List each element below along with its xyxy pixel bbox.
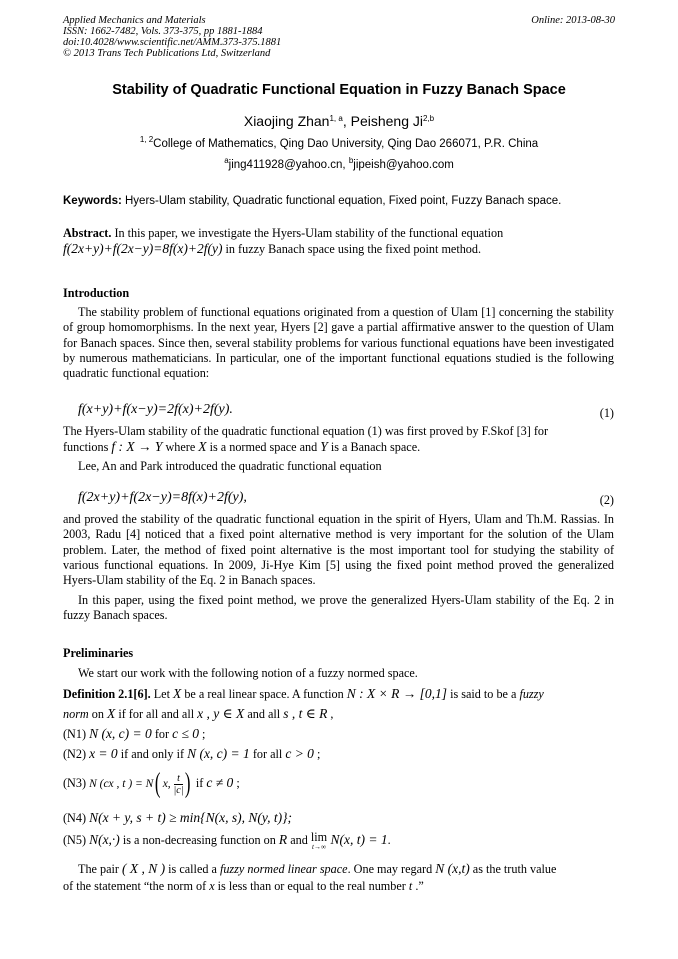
intro-p2-text-2: where (162, 440, 199, 455)
n5-mid: is a non-decreasing function on (119, 833, 279, 847)
abstract-label: Abstract. (63, 226, 112, 240)
keywords (63, 195, 623, 207)
n2-end: ; (313, 747, 321, 761)
n3-label: (N3) (63, 775, 90, 790)
online-date: Online: 2013-08-30 (531, 15, 615, 26)
introduction-heading: Introduction (63, 286, 130, 300)
n5-lim: lim (310, 830, 328, 844)
intro-paragraph-3: Lee, An and Park introduced the quadratic functional equation (78, 459, 382, 473)
equation-2-number: (2) (599, 493, 614, 507)
def2-text-4: , (327, 707, 334, 721)
definition-line-2 (63, 706, 333, 722)
n3-fraction (174, 773, 184, 796)
axiom-n2 (63, 746, 320, 762)
intro-paragraph-2 (63, 424, 614, 456)
copyright-line: © 2013 Trans Tech Publications Ltd, Switzerland (63, 48, 271, 59)
def-norm: norm (63, 707, 89, 721)
email-b-sup: b (348, 156, 354, 165)
n4-expr: N(x + y, s + t) ≥ min{N(x, s), N(y, t)}; (89, 810, 292, 825)
n3-end: ; (233, 775, 240, 790)
def-text-2: be a real linear space. A function (181, 687, 347, 701)
abstract (63, 226, 614, 258)
affiliation-text: College of Mathematics, Qing Dao University, Qing Dao 266071, P.R. China (153, 138, 539, 150)
def2-st: s , t ∈ R (283, 706, 328, 721)
equation-2: f(2x+y)+f(2x−y)=8f(x)+2f(y), (78, 490, 247, 505)
def2-text-1: on (88, 707, 108, 721)
n3-cond: c ≠ 0 (206, 774, 234, 790)
affiliation-line (0, 135, 678, 150)
intro-p2-text-1: functions (63, 440, 112, 455)
n3-lhs: N (cx , t ) = N (89, 777, 154, 790)
pair-text-3: . One may regard (347, 862, 436, 876)
keywords-text: Hyers-Ulam stability, Quadratic functional equation, Fixed point, Fuzzy Banach space. (121, 195, 562, 207)
n5-end: . (387, 833, 391, 847)
n2-mid: if and only if (117, 747, 188, 761)
def-x: X (173, 686, 182, 701)
n1-cond: c ≤ 0 (172, 726, 199, 741)
n5-limit (311, 832, 327, 852)
author-line (0, 113, 678, 129)
n5-expr2: N(x, t) = 1 (327, 832, 388, 847)
n1-mid: for (151, 727, 173, 741)
function-f: f : X → Y (111, 439, 163, 455)
def-text-3: is said to be a (447, 687, 520, 701)
intro-p2-line-1: The Hyers-Ulam stability of the quadratic functional equation (1) was first proved by F.Skof [3] for (63, 424, 549, 438)
pair-text-4: as the truth value (469, 862, 557, 876)
doi-line: doi:10.4028/www.scientific.net/AMM.373-375.1881 (63, 37, 282, 48)
def2-x: X (107, 706, 116, 721)
author-1-sup: 1, a (329, 114, 343, 123)
n2-expr: x = 0 (89, 746, 118, 761)
def2-text-2: if for all and all (115, 707, 198, 721)
n3-right-paren: ) (185, 768, 191, 799)
last-text-1: of the statement “the norm of (63, 879, 210, 893)
n5-and: and (287, 833, 311, 847)
journal-name: Applied Mechanics and Materials (63, 15, 206, 26)
axiom-n4 (63, 810, 292, 826)
email-line (0, 156, 678, 171)
pair-paragraph-line-1 (78, 861, 556, 877)
space-x: X (198, 439, 207, 455)
email-b: jipeish@yahoo.com (353, 159, 454, 171)
n1-label: (N1) (63, 727, 90, 741)
n5-r: R (278, 832, 288, 847)
axiom-n3 (63, 768, 240, 800)
def2-text-3: and all (244, 707, 284, 721)
author-2: Peisheng Ji (350, 113, 423, 129)
n5-label: (N5) (63, 833, 90, 847)
equation-1: f(x+y)+f(x−y)=2f(x)+2f(y). (78, 402, 233, 417)
n2-expr2: N (x, c) = 1 (187, 746, 250, 761)
def-text-1: Let (150, 687, 174, 701)
axiom-n5 (63, 832, 391, 852)
n1-end: ; (199, 727, 206, 741)
space-y: Y (320, 439, 328, 455)
last-text-2: is less than or equal to the real number (214, 879, 409, 893)
pair-nxt: N (x,t) (435, 861, 470, 876)
n1-expr: N (x, c) = 0 (89, 726, 152, 741)
pair-text-1: The pair (78, 862, 122, 876)
pair-xn: ( X , N ) (122, 861, 166, 876)
intro-p2-text-3: is a normed space and (206, 440, 321, 455)
def-fuzzy: fuzzy (519, 687, 544, 701)
email-a: jing411928@yahoo.cn, (228, 159, 349, 171)
abstract-line-2: in fuzzy Banach space using the fixed point method. (222, 242, 482, 257)
def2-xy: x , y ∈ X (197, 706, 245, 721)
last-t: t (408, 879, 413, 893)
n2-cond: c > 0 (285, 746, 314, 761)
intro-paragraph-5: In this paper, using the fixed point method, we prove the generalized Hyers-Ulam stability of the Eq. 2 in fuzzy Banach spaces. (63, 593, 614, 623)
n4-label: (N4) (63, 811, 90, 825)
pair-fnls: fuzzy normed linear space (219, 862, 348, 876)
intro-p2-text-4: is a Banach space. (327, 440, 421, 455)
journal-header (63, 15, 281, 59)
n3-numerator: t (177, 772, 180, 784)
paper-title: Stability of Quadratic Functional Equation in Fuzzy Banach Space (112, 82, 566, 98)
n3-mid: if (192, 775, 207, 790)
definition-label: Definition 2.1[6]. (63, 687, 151, 701)
prelim-paragraph-1: We start our work with the following notion of a fuzzy normed space. (78, 666, 418, 680)
n2-label: (N2) (63, 747, 90, 761)
author-2-sup: 2,b (423, 114, 435, 123)
n3-x: x, (162, 777, 174, 790)
n3-denominator: |c| (173, 784, 184, 796)
n3-left-paren: ( (155, 768, 161, 799)
abstract-equation: f(2x+y)+f(2x−y)=8f(x)+2f(y) (63, 241, 223, 257)
n5-lim-sub: t→∞ (312, 843, 326, 851)
affiliation-sup: 1, 2 (139, 135, 154, 144)
intro-paragraph-1: The stability problem of functional equations originated from a question of Ulam [1] concerning the stability of group homomorphisms. In the next year, Hyers [2] gave a partial affirmative answer to the question of Ulam for Banach spaces. Since then, several stability problems for various functional equations have been investigated by numerous mathematicians. In particular, one of the important functional equations studied is the following quadratic functional equation: (63, 305, 614, 381)
axiom-n1 (63, 726, 205, 742)
last-text-3: .” (412, 879, 424, 893)
pair-paragraph-line-2 (63, 879, 424, 894)
n2-mid2: for all (249, 747, 286, 761)
author-separator: , (342, 113, 351, 129)
abstract-line-1: In this paper, we investigate the Hyers-Ulam stability of the functional equation (111, 226, 504, 240)
email-a-sup: a (224, 156, 229, 165)
def-function-n: N : X × R → [0,1] (346, 686, 448, 701)
last-x: x (209, 879, 215, 893)
intro-paragraph-4: and proved the stability of the quadratic functional equation in the spirit of Hyers, Ulam and Th.M. Rassias. In 2003, Radu [4] noticed that a fixed point alternative method is very important for the solution of the Ulam problem. Later, the method of fixed point alternative is the most important tool for studying the stability of various functional equations. In 2009, Ji-Hye Kim [5] using the fixed point method proved the generalized Hyers-Ulam stability of the Eq. 2 in Banach spaces. (63, 512, 614, 588)
definition-line-1 (63, 686, 544, 702)
pair-text-2: is called a (165, 862, 220, 876)
equation-1-number: (1) (599, 406, 614, 420)
issn-line: ISSN: 1662-7482, Vols. 373-375, pp 1881-1884 (63, 26, 263, 37)
keywords-label: Keywords: (63, 195, 122, 207)
preliminaries-heading: Preliminaries (63, 646, 134, 660)
n5-expr: N(x,·) (89, 832, 120, 847)
author-1: Xiaojing Zhan (243, 113, 330, 129)
